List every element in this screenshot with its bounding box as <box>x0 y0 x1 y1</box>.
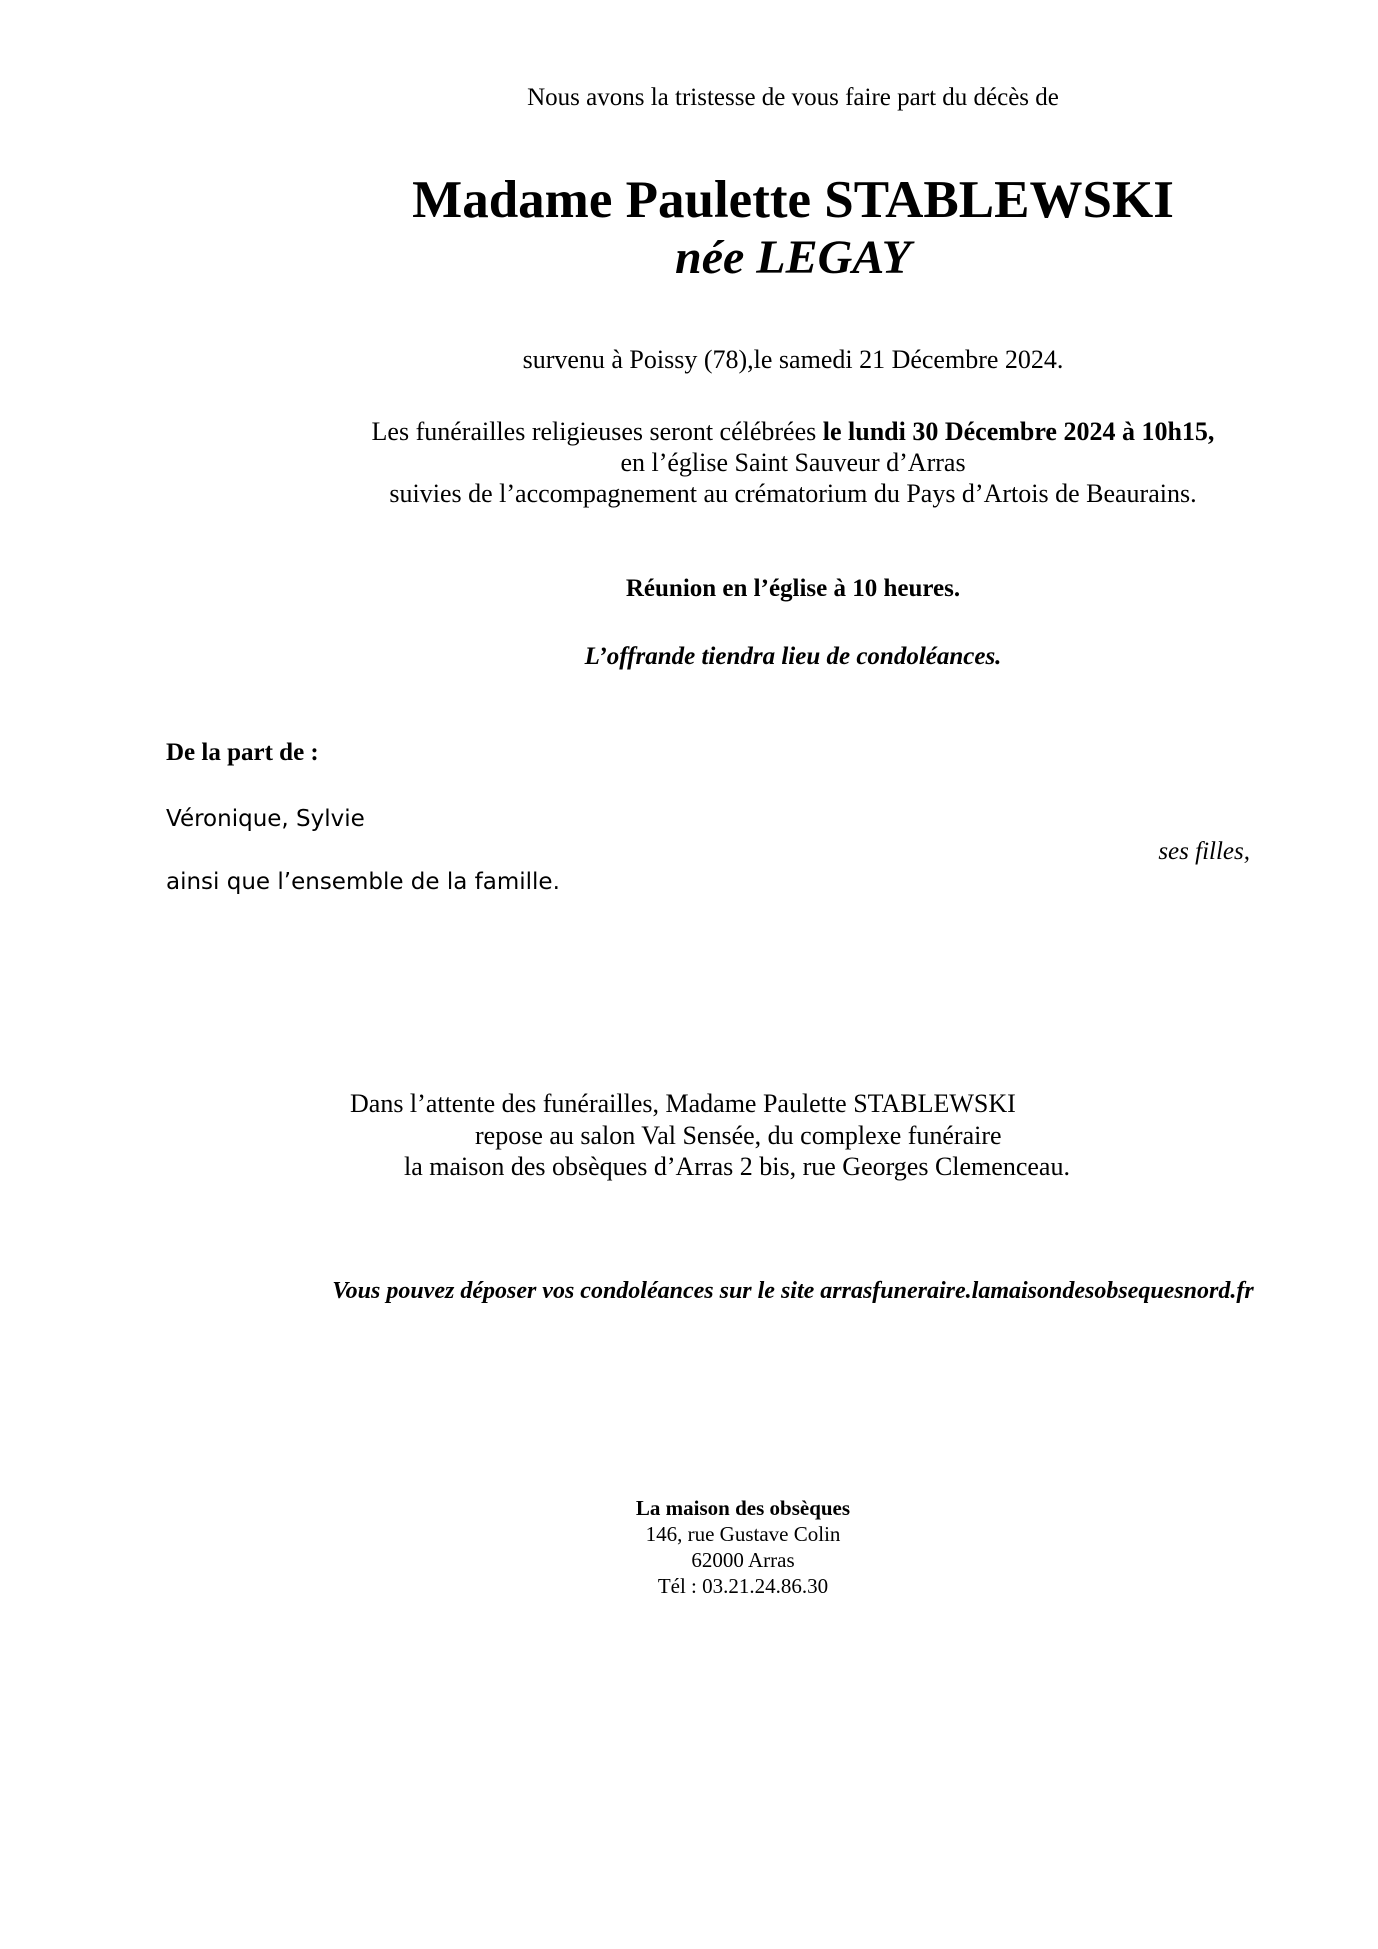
funeral-home-city: 62000 Arras <box>691 1548 795 1572</box>
rest-line-3: la maison des obsèques d’Arras 2 bis, rue Georges Clemenceau. <box>404 1152 1070 1181</box>
rest-line-1: Dans l’attente des funérailles, Madame Paulette STABLEWSKI <box>350 1089 1016 1118</box>
family-extended: ainsi que l’ensemble de la famille. <box>166 869 560 895</box>
funeral-home-street: 146, rue Gustave Colin <box>645 1522 841 1546</box>
maiden-name: née LEGAY <box>675 231 911 284</box>
offrande-info: L’offrande tiendra lieu de condoléances. <box>584 643 1002 670</box>
family-title: De la part de : <box>166 739 319 766</box>
website-text: Vous pouvez déposer vos condoléances sur le site arrasfuneraire.lamaisondesobsequesnord.fr <box>332 1278 1254 1304</box>
funeral-church: en l’église Saint Sauveur d’Arras <box>620 448 966 477</box>
family-relation: ses filles, <box>1158 838 1250 865</box>
funeral-after: suivies de l’accompagnement au crématorium du Pays d’Artois de Beaurains. <box>389 479 1197 508</box>
death-details: survenu à Poissy (78),le samedi 21 Décembre 2024. <box>522 345 1064 374</box>
funeral-home-phone: Tél : 03.21.24.86.30 <box>657 1574 829 1598</box>
deceased-name: Madame Paulette STABLEWSKI <box>412 171 1174 229</box>
reunion-info: Réunion en l’église à 10 heures. <box>625 575 961 602</box>
funeral-line <box>200 417 1378 447</box>
funeral-home-name: La maison des obsèques <box>635 1496 851 1520</box>
family-names: Véronique, Sylvie <box>166 806 365 832</box>
intro-text: Nous avons la tristesse de vous faire part du décès de <box>527 84 1059 111</box>
rest-line-2: repose au salon Val Sensée, du complexe funéraire <box>475 1121 1002 1150</box>
funeral-date: le lundi 30 Décembre 2024 à 10h15, <box>822 417 1215 446</box>
funeral-intro: Les funérailles religieuses seront célébrées <box>371 417 823 446</box>
